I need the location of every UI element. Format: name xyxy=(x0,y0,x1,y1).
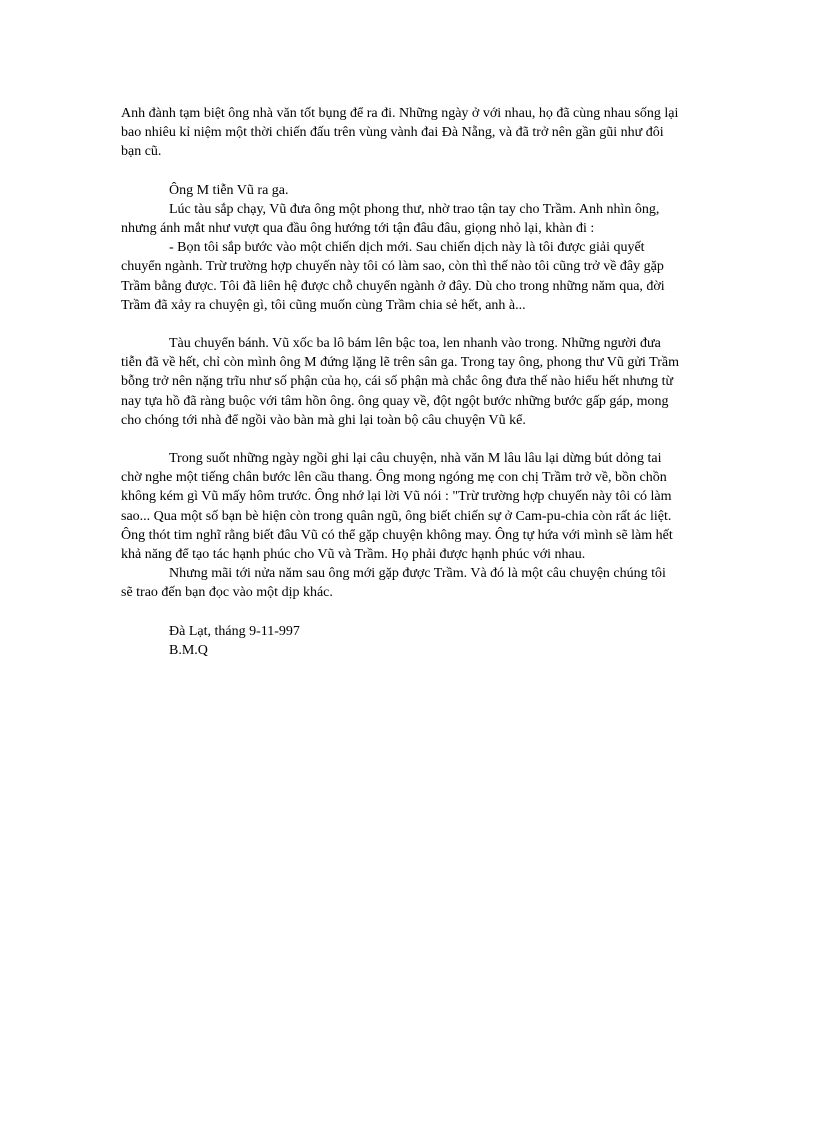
paragraph-waiting: Trong suốt những ngày ngồi ghi lại câu chuyện, nhà văn M lâu lâu lại dừng bút dỏng tai chờ nghe một tiếng chân bước lên cầu thang. Ông mong ngóng mẹ con chị Trầm trở về, bồn chồn không kém gì Vũ mấy hôm trước. Ông nhớ lại lời Vũ nói : "Trừ trường hợp chuyến này tôi có làm sao... Qua một số bạn bè hiện còn trong quân ngũ, ông biết chiến sự ở Cam-pu-chia còn rất ác liệt. Ông thót tim nghĩ rằng biết đâu Vũ có thể gặp chuyện không may. Ông tự hứa với mình sẽ làm hết khả năng để tạo tác hạnh phúc cho Vũ và Trầm. Họ phải được hạnh phúc với nhau. xyxy=(121,451,673,563)
paragraph-letter: Lúc tàu sắp chạy, Vũ đưa ông một phong thư, nhờ trao tận tay cho Trầm. Anh nhìn ông, nhưng ánh mắt như vượt qua đầu ông hướng tới tận đâu đâu, giọng nhỏ lại, khàn đi : xyxy=(121,201,660,237)
paragraph-farewell: Anh đành tạm biệt ông nhà văn tốt bụng để ra đi. Những ngày ở với nhau, họ đã cùng nhau sống lại bao nhiêu kỉ niệm một thời chiến đấu trên vùng vành đai Đà Nẵng, và đã trở nên gần gũi như đôi bạn cũ. xyxy=(121,106,679,160)
author-signature: B.M.Q xyxy=(169,642,208,658)
paragraph-train-departs: Tàu chuyển bánh. Vũ xốc ba lô bám lên bậc toa, len nhanh vào trong. Những người đưa tiễn đã về hết, chỉ còn mình ông M đứng lặng lẽ trên sân ga. Trong tay ông, phong thư Vũ gửi Trầm bỗng trở nên nặng trĩu như số phận của họ, cái số phận mà chắc ông đưa thế nào hiểu hết nhưng từ nay tựa hồ đã ràng buộc với tâm hồn ông. ông quay về, đột ngột bước những bước gấp gáp, mong cho chóng tới nhà để ngồi vào bàn mà ghi lại toàn bộ câu chuyện Vũ kể. xyxy=(121,336,679,428)
paragraph-dialogue: - Bọn tôi sắp bước vào một chiến dịch mới. Sau chiến dịch này là tôi được giải quyết chuyển ngành. Trừ trường hợp chuyến này tôi có làm sao, còn thì thế nào tôi cũng trở về đây gặp Trầm bằng được. Tôi đã liên hệ được chỗ chuyển ngành ở đây. Dù cho trong những năm qua, đời Trầm đã xảy ra chuyện gì, tôi cũng muốn cùng Trầm chia sẻ hết, anh à... xyxy=(121,240,665,313)
document-body xyxy=(121,104,681,660)
paragraph-station: Ông M tiễn Vũ ra ga. xyxy=(169,182,289,198)
paragraph-ending: Nhưng mãi tới nửa năm sau ông mới gặp được Trầm. Và đó là một câu chuyện chúng tôi sẽ trao đến bạn đọc vào một dịp khác. xyxy=(121,566,666,601)
place-date: Đà Lạt, tháng 9-11-997 xyxy=(169,623,300,639)
